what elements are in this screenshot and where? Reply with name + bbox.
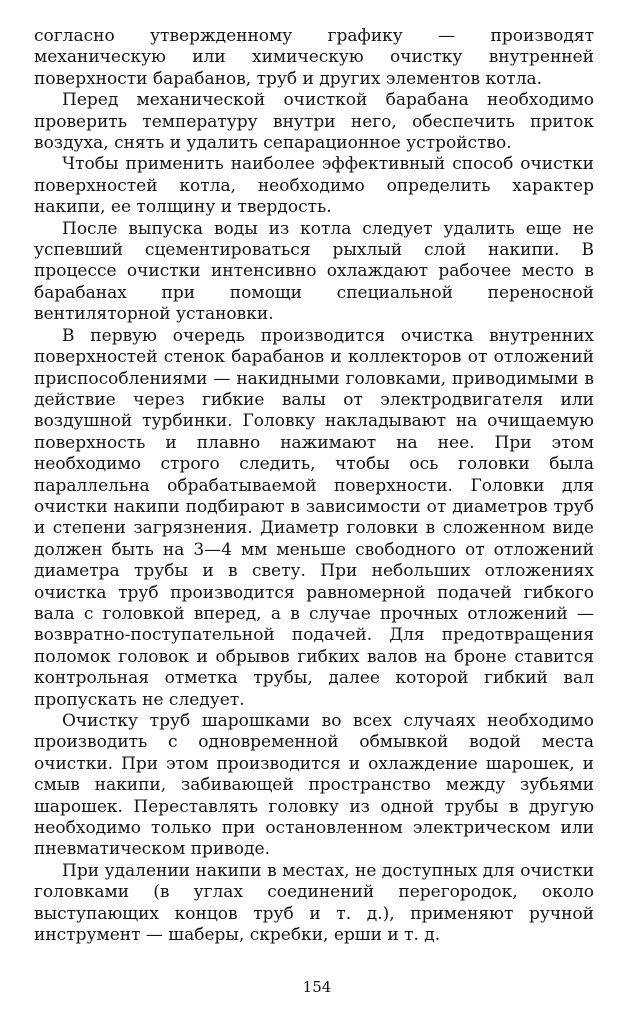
paragraph-hand-tools: При удалении накипи в местах, не доступных для очистки головками (в углах соединений перегородок, около выступающих концов труб и т. д.), применяют ручной инструмент — шаберы, скребки, ерши и т. д. [34, 860, 594, 946]
paragraph-heads: В первую очередь производится очистка внутренних поверхностей стенок барабанов и коллекторов от отложений приспособлениями — накидными головками, приводимыми в действие через гибкие валы от электродвигателя или воздушной турбинки. Головку накладывают на очищаемую поверхность и плавно нажимают на нее. При этом необходимо строго следить, чтобы ось головки была параллельна обрабатываемой поверхности. Головки для очистки накипи подбирают в зависимости от диаметров труб и степени загрязнения. Диаметр головки в сложенном виде должен быть на 3—4 мм меньше свободного от отложений диаметра трубы и в свету. При небольших отложениях очистка труб производится равномерной подачей гибкого вала с головкой вперед, а в случае прочных отложений — возвратно-поступательной подачей. Для предотвращения поломок головок и обрывов гибких валов на броне ставится контрольная отметка трубы, далее которой гибкий вал пропускать не следует. [34, 325, 594, 710]
paragraph-method: Чтобы применить наиболее эффективный способ очистки поверхностей котла, необходимо определить характер накипи, ее толщину и твердость. [34, 154, 594, 218]
page-number: 154 [302, 978, 332, 996]
paragraph-continuation: согласно утвержденному графику — производят механическую или химическую очистку внутренней поверхности барабанов, труб и других элементов котла. [34, 26, 594, 89]
page-body [34, 26, 594, 946]
paragraph-loose-scale: После выпуска воды из котла следует удалить еще не успевший сцементироваться рыхлый слой накипи. В процессе очистки интенсивно охлаждают рабочее место в барабанах при помощи специальной переносной вентиляторной установки. [34, 218, 594, 325]
paragraph-cutters: Очистку труб шарошками во всех случаях необходимо производить с одновременной обмывкой водой места очистки. При этом производится и охлаждение шарошек, и смыв накипи, забивающей пространство между зубьями шарошек. Переставлять головку из одной трубы в другую необходимо только при остановленном электрическом или пневматическом приводе. [34, 711, 594, 860]
paragraph-inspection: Перед механической очисткой барабана необходимо проверить температуру внутри него, обеспечить приток воздуха, снять и удалить сепарационное устройство. [34, 90, 594, 154]
